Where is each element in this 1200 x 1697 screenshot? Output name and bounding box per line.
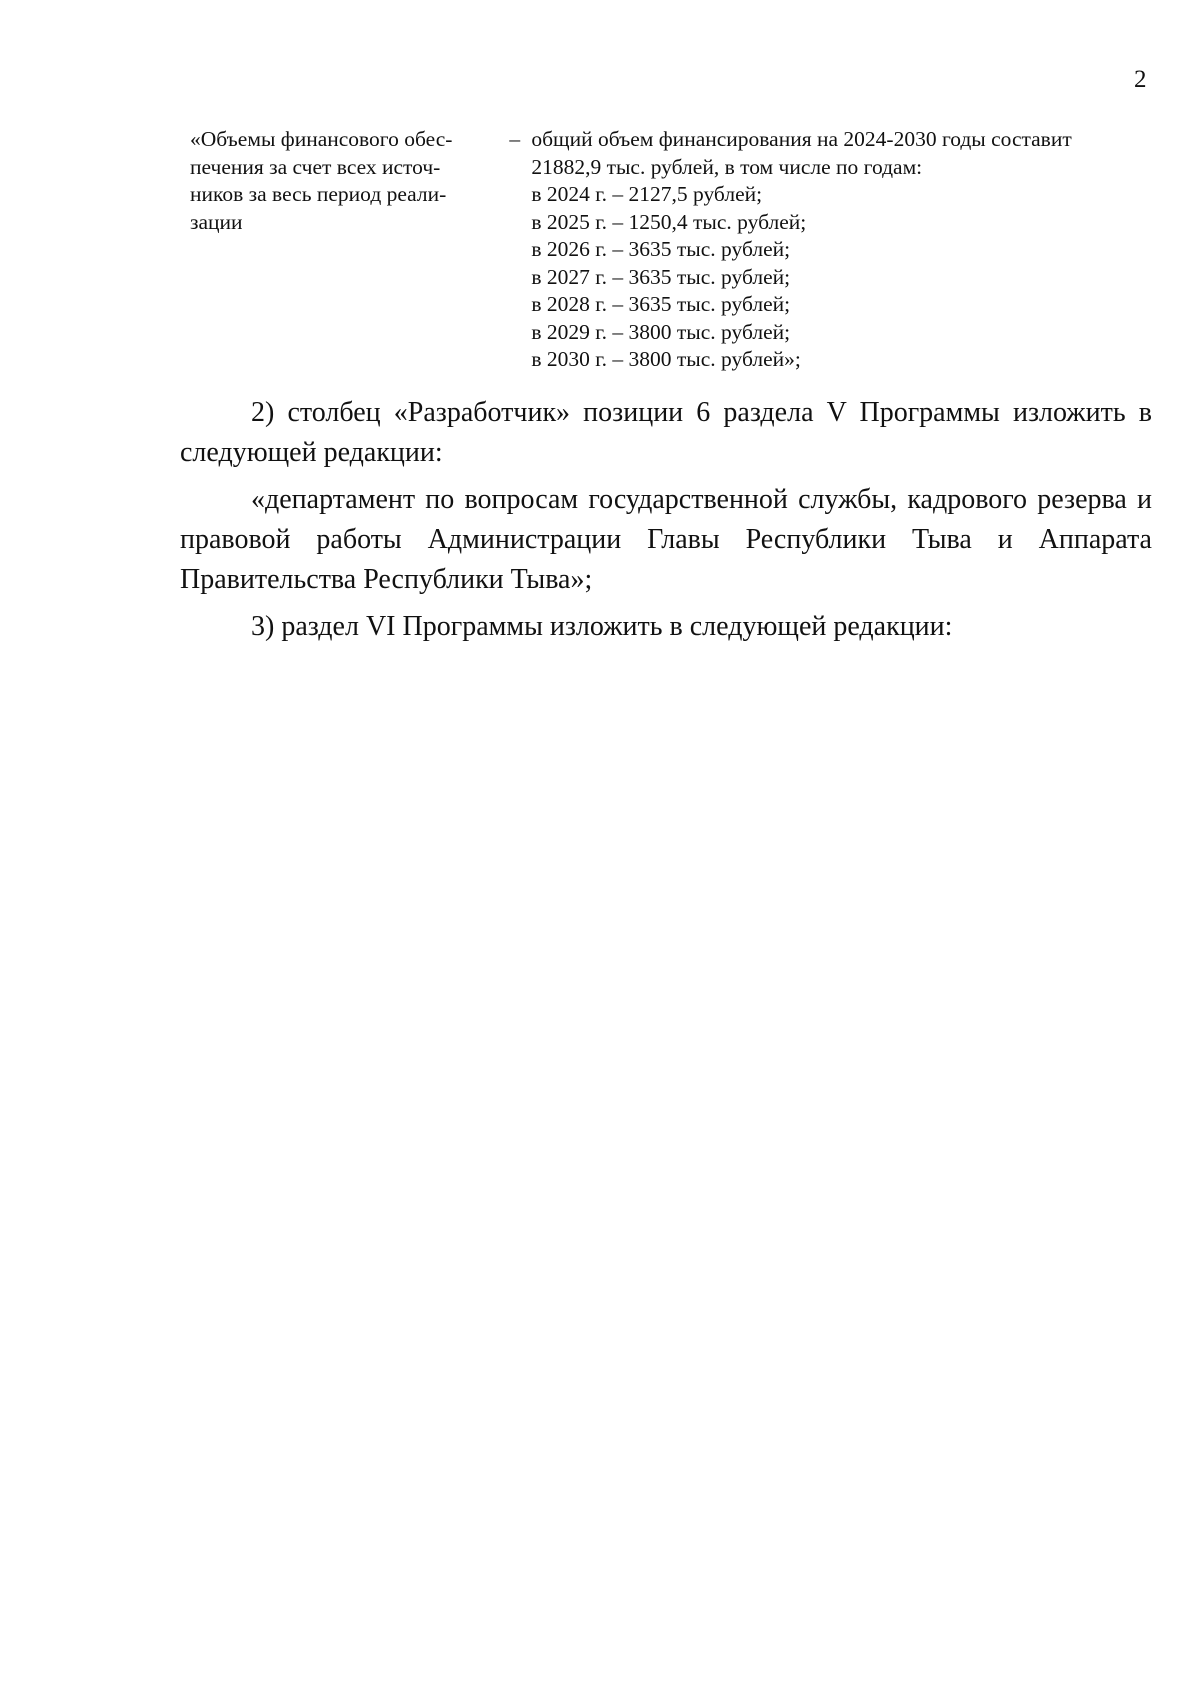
value-line-year: в 2028 г. – 3635 тыс. рублей; xyxy=(531,292,791,316)
passport-row-heading xyxy=(190,126,485,374)
paragraph-quote: «департамент по вопросам государственной службы, кадрового резерва и правовой работы Администрации Главы Республики Тыва и Аппарата Правительства Республики Тыва»; xyxy=(180,484,1152,595)
dash-separator: – xyxy=(509,127,521,151)
passport-table-row xyxy=(190,126,1150,374)
heading-line: печения за счет всех источ- xyxy=(190,154,441,179)
page-number: 2 xyxy=(1134,66,1147,93)
value-line-year: в 2027 г. – 3635 тыс. рублей; xyxy=(531,264,791,289)
value-line: общий объем финансирования на 2024-2030 годы составит xyxy=(531,127,1072,151)
value-line: 21882,9 тыс. рублей, в том числе по годам: xyxy=(531,154,923,179)
value-line-year: в 2024 г. – 2127,5 рублей; xyxy=(531,182,763,206)
passport-row-value xyxy=(531,126,1150,374)
value-line-year: в 2029 г. – 3800 тыс. рублей; xyxy=(531,319,791,344)
heading-line: «Объемы финансового обес- xyxy=(190,127,453,151)
heading-line: зации xyxy=(190,209,243,234)
document-body xyxy=(180,393,1152,654)
value-line-year: в 2025 г. – 1250,4 тыс. рублей; xyxy=(531,209,807,234)
value-line-year: в 2030 г. – 3800 тыс. рублей»; xyxy=(531,347,801,371)
value-line-year: в 2026 г. – 3635 тыс. рублей; xyxy=(531,237,791,261)
paragraph-item-3: 3) раздел VI Программы изложить в следующей редакции: xyxy=(251,611,953,642)
heading-line: ников за весь период реали- xyxy=(190,182,447,206)
paragraph-item-2: 2) столбец «Разработчик» позиции 6 раздела V Программы изложить в следующей редакции: xyxy=(180,397,1152,468)
